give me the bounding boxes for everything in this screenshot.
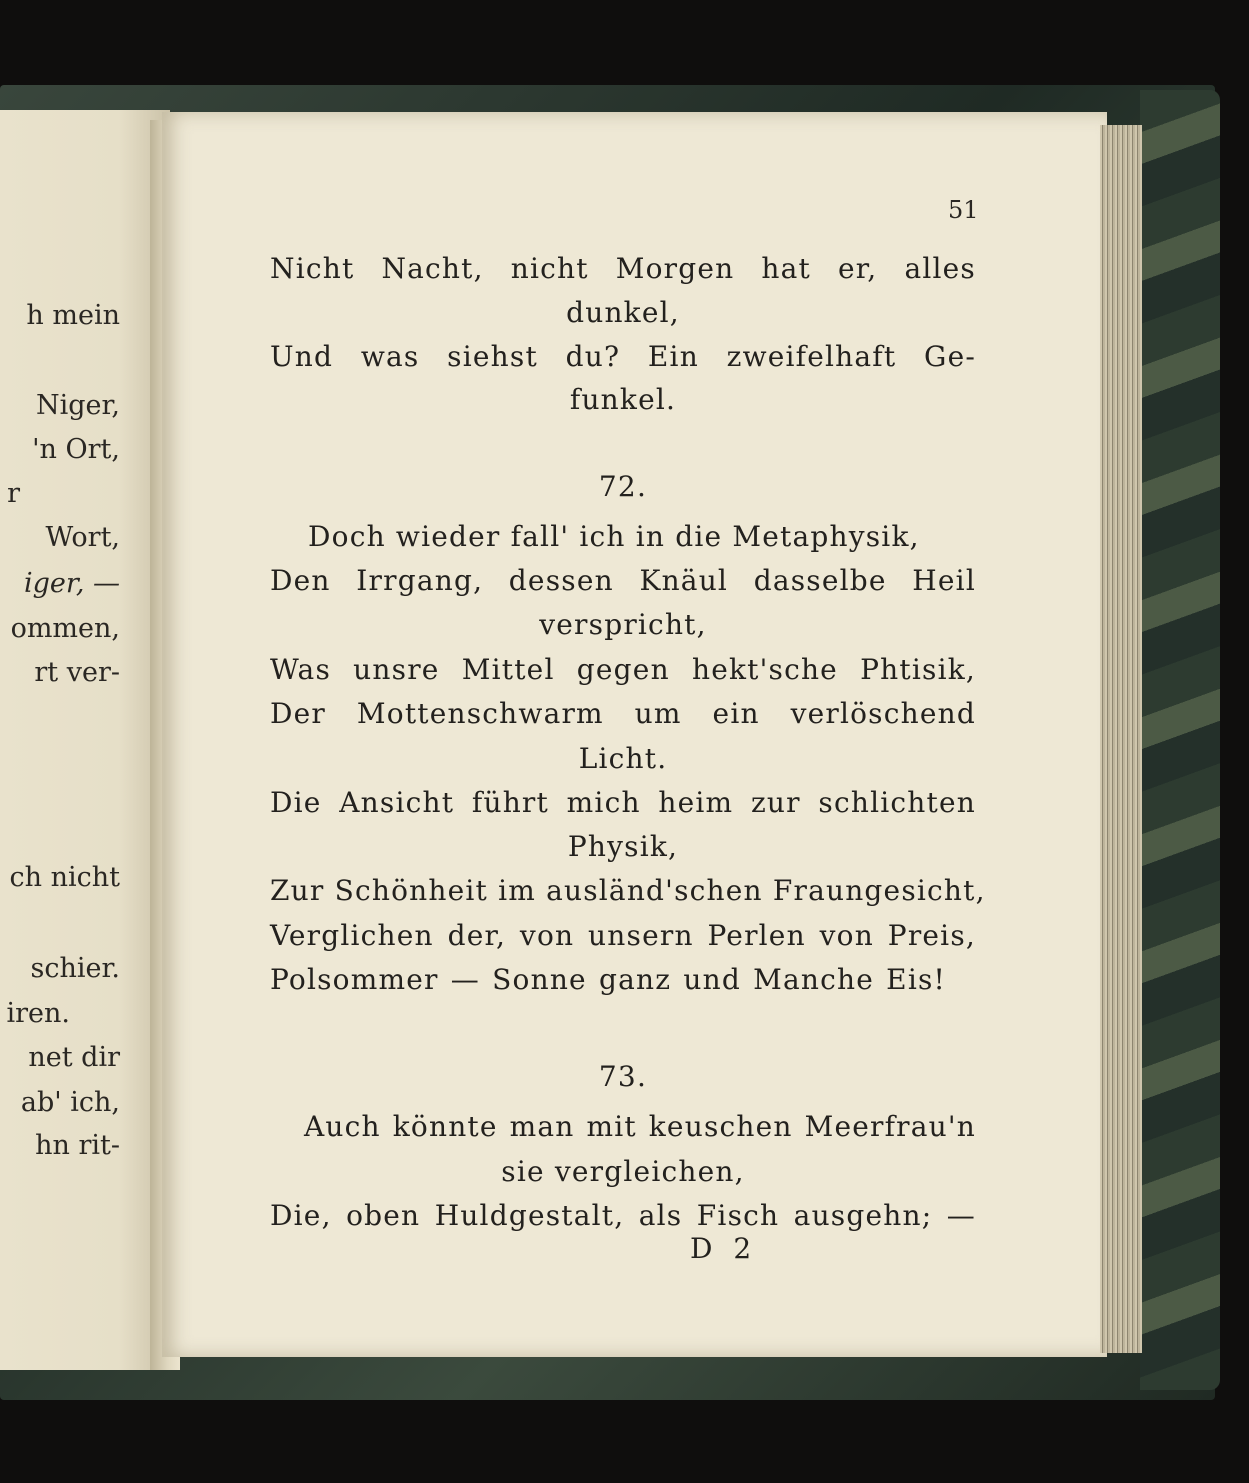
left-fragment: Niger, [35, 390, 120, 421]
page-edges [1100, 125, 1142, 1353]
left-fragment: ab' ich, [20, 1087, 120, 1118]
verse-line: funkel. [569, 383, 677, 416]
left-page-text [0, 0, 120, 1483]
verse-line: sie vergleichen, [501, 1155, 745, 1188]
verse-line: Zur Schönheit im ausländ'schen Fraungesicht, [270, 874, 986, 907]
stanza-number: 72. [598, 470, 648, 503]
left-fragment: ch nicht [9, 862, 120, 893]
verse-line: Polsommer — Sonne ganz und Manche Eis! [270, 963, 946, 996]
page-number: 51 [948, 196, 979, 224]
left-fragment: ommen, [10, 613, 120, 644]
verse-line: Den Irrgang, dessen Knäul dasselbe Heil [270, 564, 976, 597]
verse-line: dunkel, [566, 296, 680, 329]
verse-line: Auch könnte man mit keuschen Meerfrau'n [304, 1110, 976, 1143]
left-fragment: r [7, 478, 20, 509]
verse-line: Was unsre Mittel gegen hekt'sche Phtisik, [270, 653, 976, 686]
left-fragment: h mein [26, 300, 120, 331]
left-fragment: iger, — [23, 568, 120, 599]
signature-mark: D 2 [690, 1232, 758, 1265]
cover-edge [1140, 90, 1220, 1390]
stanza-number: 73. [598, 1060, 648, 1093]
verse-line: Und was siehst du? Ein zweifelhaft Ge- [270, 340, 976, 373]
verse-line: Nicht Nacht, nicht Morgen hat er, alles [270, 252, 976, 285]
left-fragment: hn rit- [35, 1130, 120, 1161]
left-fragment: Wort, [45, 522, 120, 553]
left-fragment: 'n Ort, [32, 434, 120, 465]
left-fragment: net dir [28, 1042, 120, 1073]
verse-line: Licht. [578, 742, 668, 775]
verse-line: Doch wieder fall' ich in die Metaphysik, [308, 520, 920, 553]
left-fragment: schier. [30, 953, 120, 984]
left-fragment: iren. [6, 998, 70, 1029]
verse-line: Die Ansicht führt mich heim zur schlichten [270, 786, 976, 819]
verse-line: verspricht, [539, 608, 707, 641]
verse-line: Die, oben Huldgestalt, als Fisch ausgehn; — [270, 1199, 976, 1232]
verse-line: Physik, [567, 830, 679, 863]
verse-line: Der Mottenschwarm um ein verlöschend [270, 697, 976, 730]
left-fragment: rt ver- [34, 657, 120, 688]
verse-line: Verglichen der, von unsern Perlen von Preis, [270, 919, 976, 952]
